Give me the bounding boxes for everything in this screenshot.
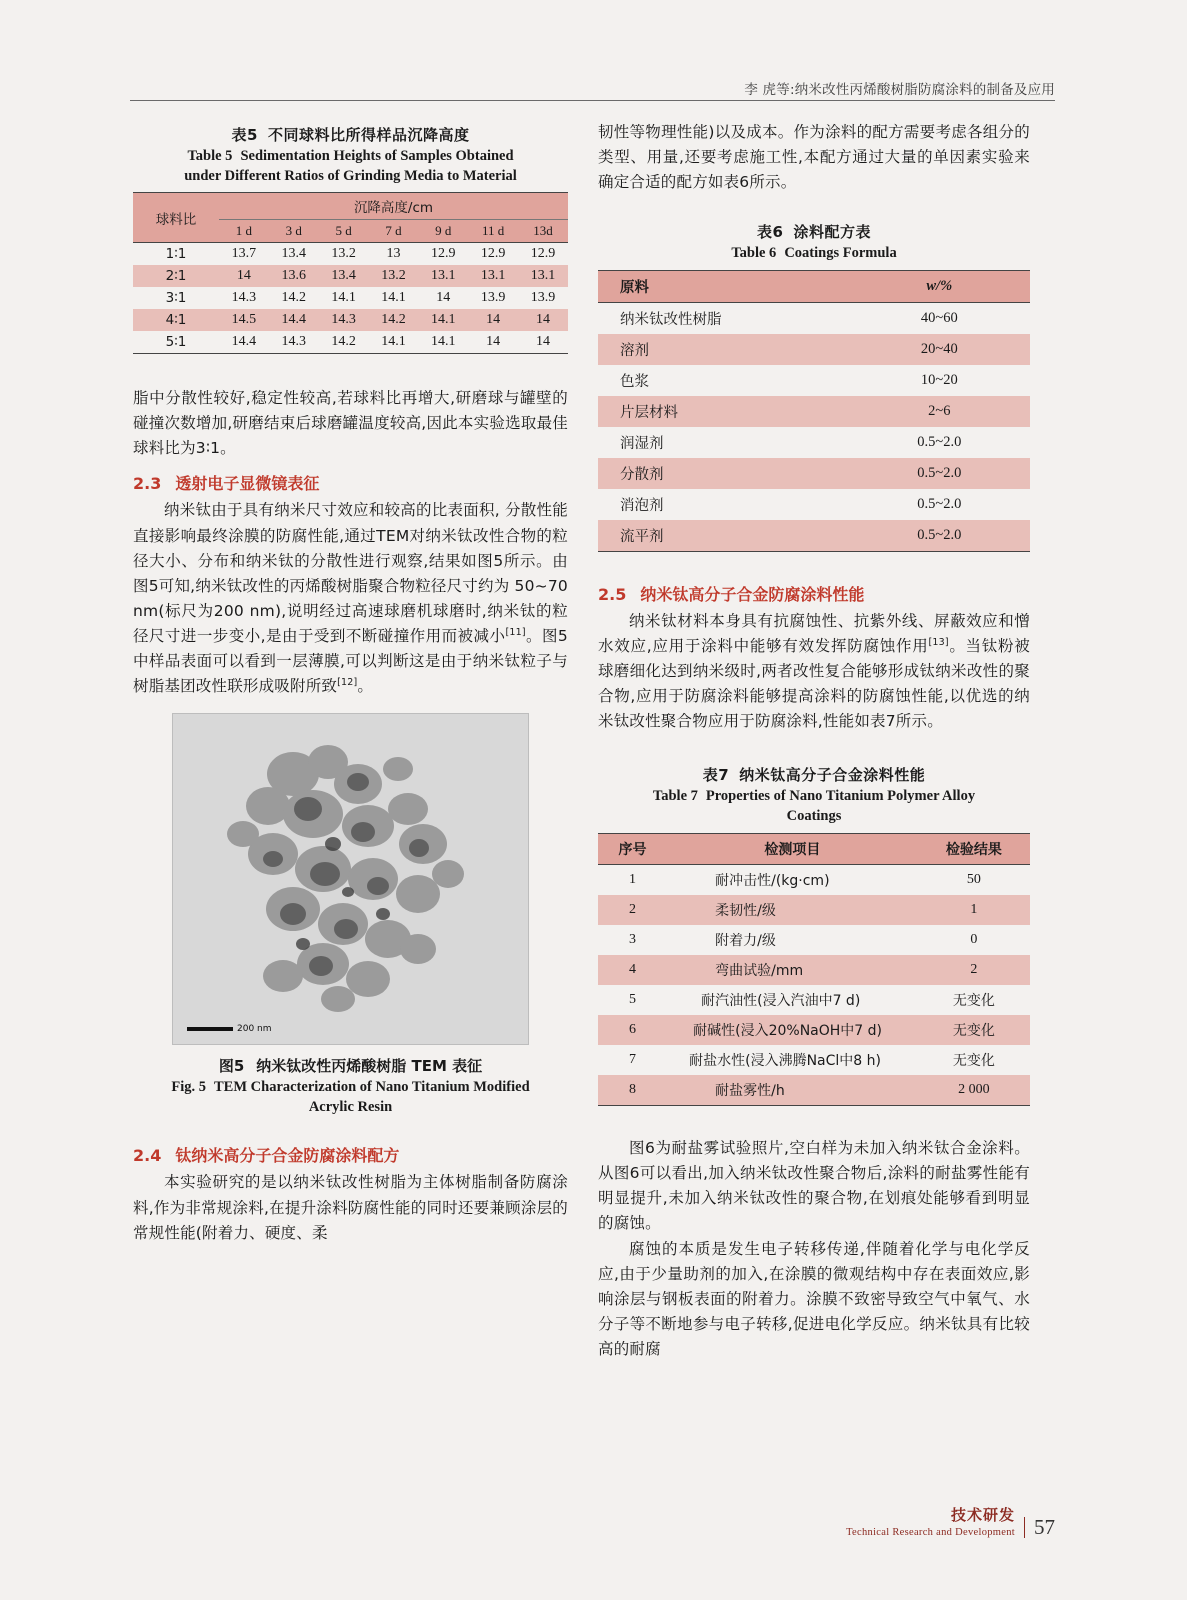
table5-subheader: 11 d: [482, 223, 505, 239]
table7-item: 耐汽油性(浸入汽油中7 d): [701, 992, 861, 1009]
table5-number-cn: 表5: [231, 126, 258, 144]
left-paragraph-2c: 。: [357, 677, 374, 696]
table7-result: 无变化: [952, 1053, 995, 1069]
table5-title-cn-text: 不同球料比所得样品沉降高度: [267, 126, 470, 144]
table5-cell: 12.9: [431, 246, 456, 262]
table5-title-en: [133, 147, 568, 186]
table-row: [133, 287, 568, 309]
table5-cell: 14.5: [231, 312, 257, 328]
table5-cell: 13.2: [331, 246, 356, 262]
table6-header-mass: w/%: [926, 277, 953, 294]
section-title: 透射电子显微镜表征: [175, 474, 320, 494]
table5-cell: 14: [536, 334, 551, 350]
footer-section-en: Technical Research and Development: [846, 1527, 1015, 1538]
table6-header-material: 原料: [620, 279, 649, 296]
table7-title-en: [598, 787, 1030, 826]
section-title: 纳米钛高分子合金防腐涂料性能: [640, 584, 865, 604]
table5-cell: 13.4: [331, 268, 356, 284]
right-paragraph-3: 图6为耐盐雾试验照片,空白样为未加入纳米钛合金涂料。从图6可以看出,加入纳米钛改性聚合物后,涂料的耐盐雾性能有明显提升,未加入纳米钛改性的聚合物,在划痕处能够看到明显的腐蚀。: [598, 1138, 1030, 1232]
table5-col-header: 球料比: [155, 211, 197, 228]
table7-result: 1: [970, 901, 978, 917]
table7-item: 耐盐雾性/h: [715, 1082, 785, 1099]
table5-cell: 13.1: [480, 268, 506, 284]
table6-value: 20~40: [920, 340, 958, 357]
table5-cell: 13.1: [530, 268, 556, 284]
section-number: 2.5: [598, 584, 627, 604]
left-paragraph-2a: 纳米钛由于具有纳米尺寸效应和较高的比表面积, 分散性能直接影响最终涂膜的防腐性能,通过TEM对纳米钛改性合物的粒径大小、分布和纳米钛的分散性进行观察,结果如图5所示。由图5可知,纳米钛改性的丙烯酸树脂聚合物粒径尺寸约为 50~70 nm(标尺为200 nm),说明经过高速球磨机球磨时,纳米钛的粒径尺寸进一步变小,是由于受到不断碰撞作用而被减小: [133, 501, 568, 645]
table5-cell: 14.2: [331, 334, 356, 350]
table7-no: 4: [629, 961, 637, 977]
table5-cell: 14: [486, 334, 501, 350]
table5-cell: 14.1: [431, 312, 456, 328]
table7-no: 2: [629, 901, 637, 917]
table7-no: 1: [629, 871, 637, 887]
figure-5-tem-image: [172, 713, 529, 1045]
table5-cell: 14.4: [281, 312, 307, 328]
table5-cell: 14: [436, 290, 451, 306]
table7-no: 8: [629, 1081, 637, 1097]
figure-5-number-cn: 图5: [218, 1057, 245, 1076]
scale-bar: [187, 1024, 272, 1034]
table7-item: 弯曲试验/mm: [715, 962, 804, 979]
table5-subheader: 13d: [533, 223, 553, 239]
table6-material: 纳米钛改性树脂: [620, 311, 722, 328]
table6-number-en: Table 6: [731, 245, 777, 262]
table7-item: 耐冲击性/(kg·cm): [715, 872, 830, 889]
table6-title-en-text: Coatings Formula: [784, 245, 897, 262]
table-row: [598, 427, 1030, 458]
table7-result: 2: [970, 961, 978, 977]
figure-5-caption-en-line1: TEM Characterization of Nano Titanium Modified: [214, 1079, 530, 1096]
table7-header-result: 检验结果: [945, 841, 1002, 858]
table5-row-label: 5∶1: [165, 334, 187, 351]
table5-subheader: 3 d: [285, 223, 302, 239]
figure-5-caption-cn: [133, 1055, 568, 1076]
table5-cell: 14.2: [381, 312, 406, 328]
table6-material: 色浆: [620, 373, 649, 390]
figure-5-caption-en: [133, 1078, 568, 1117]
table6-title-en: [598, 244, 1030, 264]
table6-value: 2~6: [928, 402, 951, 419]
table7-result: 无变化: [952, 993, 995, 1009]
table5-subheader: 1 d: [235, 223, 253, 239]
page-footer: [846, 1504, 1055, 1538]
table7-header-no: 序号: [618, 841, 647, 858]
left-column: [133, 120, 568, 1247]
table6-title-cn-text: 涂料配方表: [793, 223, 871, 242]
table6-material: 片层材料: [620, 404, 678, 421]
table5-row-label: 4∶1: [165, 312, 187, 329]
table7-no: 6: [629, 1021, 637, 1037]
table-row: [598, 1015, 1030, 1045]
right-paragraph-2: [598, 609, 1030, 735]
table7-item: 耐盐水性(浸入沸腾NaCl中8 h): [689, 1052, 881, 1069]
reference-13: [13]: [928, 636, 949, 648]
table7-result: 无变化: [952, 1023, 995, 1039]
table6-value: 0.5~2.0: [917, 433, 962, 450]
section-number: 2.3: [133, 474, 162, 494]
table5-subheader: 9 d: [435, 223, 452, 239]
table5-cell: 13.1: [431, 268, 456, 284]
table5-row-label: 1∶1: [165, 246, 187, 263]
table7-item: 耐碱性(浸入20%NaOH中7 d): [693, 1022, 882, 1039]
table5-cell: 13.4: [281, 246, 307, 262]
table-row: [133, 309, 568, 331]
table5-group-header: 沉降高度/cm: [219, 193, 568, 220]
table6: [598, 270, 1030, 552]
table5-cell: 14.1: [331, 290, 356, 306]
table5-cell: 14.1: [381, 334, 406, 350]
table7-result: 2 000: [958, 1081, 990, 1097]
table5-subheader: 5 d: [335, 223, 352, 239]
table-row: [598, 302, 1030, 334]
tem-micrograph: [173, 714, 528, 1044]
right-paragraph-2b: 。当钛粉被球磨细化达到纳米级时,两者改性复合能够形成钛纳米改性的聚合物,应用于防腐涂料能够提高涂料的防腐蚀性能,以优选的纳米钛改性聚合物应用于防腐涂料,性能如表7所示。: [598, 637, 1030, 731]
table-row: [598, 396, 1030, 427]
table6-header-row: [598, 270, 1030, 302]
table7-title-en-line1: Properties of Nano Titanium Polymer Alloy: [705, 788, 976, 805]
figure-5-caption-cn-text: 纳米钛改性丙烯酸树脂 TEM 表征: [256, 1057, 483, 1076]
right-paragraph-4: 腐蚀的本质是发生电子转移传递,伴随着化学与电化学反应,由于少量助剂的加入,在涂膜的微观结构中存在表面效应,影响涂层与钢板表面的附着力。涂膜不致密导致空气中氧气、水分子等不断地参与电子转移,促进电化学反应。纳米钛具有比较高的耐腐: [598, 1240, 1030, 1359]
table5-cell: 13.7: [231, 246, 257, 262]
table5-row-label: 3∶1: [165, 290, 187, 307]
table5-cell: 13.6: [281, 268, 307, 284]
table5-cell: 14: [236, 268, 251, 284]
table-row: [598, 955, 1030, 985]
table-row: [598, 520, 1030, 552]
footer-section-cn: 技术研发: [950, 1506, 1015, 1524]
table5-row-label: 2∶1: [165, 268, 187, 285]
table7-no: 7: [629, 1051, 637, 1067]
table7-title-cn: [598, 764, 1030, 785]
table-row: [133, 243, 568, 266]
table-row: [133, 331, 568, 354]
table5: [133, 192, 568, 354]
table6-material: 消泡剂: [620, 497, 664, 514]
table5-subheader: 7 d: [385, 223, 402, 239]
table-row: [598, 458, 1030, 489]
table7-no: 3: [629, 931, 637, 947]
table6-value: 10~20: [920, 371, 958, 388]
table7-title-cn-text: 纳米钛高分子合金涂料性能: [739, 766, 926, 785]
table5-cell: 12.9: [480, 246, 506, 262]
table5-cell: 14.1: [381, 290, 406, 306]
left-paragraph-2b: 。图5中样品表面可以看到一层薄膜,可以判断这是由于纳米钛粒子与树脂基团改性联形成吸附所致: [133, 627, 568, 696]
table7-item: 附着力/级: [715, 932, 776, 949]
table5-cell: 12.9: [530, 246, 556, 262]
right-column: [598, 120, 1030, 1364]
page-number: 57: [1024, 1517, 1055, 1538]
left-paragraph-1: 脂中分散性较好,稳定性较高,若球料比再增大,研磨球与罐壁的碰撞次数增加,研磨结束后球磨罐温度较高,因此本实验选取最佳球料比为3∶1。: [133, 389, 568, 458]
table5-cell: 14.3: [281, 334, 307, 350]
table5-title-en-line1: Sedimentation Heights of Samples Obtained: [240, 148, 514, 164]
table-row: [598, 985, 1030, 1015]
table7-no: 5: [629, 991, 637, 1007]
section-number: 2.4: [133, 1146, 162, 1166]
table5-title-en-line2: under Different Ratios of Grinding Media to Material: [184, 167, 517, 184]
table5-cell: 13: [386, 246, 401, 262]
table-row: [133, 265, 568, 287]
table5-cell: 14.3: [331, 312, 356, 328]
left-paragraph-3: 本实验研究的是以纳米钛改性树脂为主体树脂制备防腐涂料,作为非常规涂料,在提升涂料防腐性能的同时还要兼顾涂层的常规性能(附着力、硬度、柔: [133, 1173, 568, 1242]
table5-cell: 14: [536, 312, 551, 328]
table5-cell: 14.3: [231, 290, 257, 306]
left-paragraph-2: [133, 498, 568, 699]
table7-result: 50: [966, 871, 981, 887]
table7-result: 0: [970, 931, 978, 947]
table5-cell: 13.9: [480, 290, 506, 306]
reference-12: [12]: [337, 677, 358, 689]
right-paragraph-1: 韧性等物理性能)以及成本。作为涂料的配方需要考虑各组分的类型、用量,还要考虑施工性,本配方通过大量的单因素实验来确定合适的配方如表6所示。: [598, 123, 1030, 192]
section-heading-2-3: [133, 471, 568, 494]
header-divider: [130, 100, 1055, 101]
section-title: 钛纳米高分子合金防腐涂料配方: [175, 1146, 400, 1166]
table7-number-en: Table 7: [652, 788, 698, 805]
table5-cell: 14.1: [431, 334, 456, 350]
table-row: [598, 489, 1030, 520]
table-row: [598, 365, 1030, 396]
table7-header-item: 检测项目: [764, 841, 821, 858]
table5-cell: 13.9: [530, 290, 556, 306]
table6-material: 润湿剂: [620, 435, 664, 452]
table7-title-en-line2: Coatings: [786, 808, 842, 824]
table-row: [598, 925, 1030, 955]
table-row: [598, 1045, 1030, 1075]
table6-material: 溶剂: [620, 342, 649, 359]
table-row: [598, 864, 1030, 895]
table5-cell: 13.2: [381, 268, 406, 284]
running-header: 李 虎等:纳米改性丙烯酸树脂防腐涂料的制备及应用: [744, 82, 1055, 98]
table6-value: 0.5~2.0: [917, 464, 962, 481]
reference-11: [11]: [505, 626, 526, 638]
section-heading-2-4: [133, 1143, 568, 1166]
table5-header-row: [133, 193, 568, 220]
table6-number-cn: 表6: [757, 223, 784, 242]
table7-header-row: [598, 833, 1030, 864]
table-row: [598, 895, 1030, 925]
table6-value: 0.5~2.0: [917, 526, 962, 543]
table5-cell: 14.4: [231, 334, 257, 350]
table5-number-en: Table 5: [187, 148, 233, 164]
table7-item: 柔韧性/级: [715, 902, 776, 919]
table7: [598, 833, 1030, 1106]
scale-bar-line: [187, 1027, 233, 1031]
table6-title-cn: [598, 221, 1030, 242]
right-paragraph-2a: 纳米钛材料本身具有抗腐蚀性、抗紫外线、屏蔽效应和憎水效应,应用于涂料中能够有效发挥防腐蚀作用: [598, 611, 1030, 655]
table6-value: 0.5~2.0: [917, 495, 962, 512]
table6-value: 40~60: [920, 309, 958, 326]
table5-cell: 14.2: [281, 290, 307, 306]
table-row: [598, 1075, 1030, 1106]
table5-cell: 14: [486, 312, 501, 328]
figure-5-number-en: Fig. 5: [171, 1079, 206, 1096]
table-row: [598, 334, 1030, 365]
figure-5-caption-en-line2: Acrylic Resin: [308, 1098, 393, 1115]
table7-number-cn: 表7: [702, 766, 730, 785]
table6-material: 分散剂: [620, 466, 664, 483]
table5-title-cn: [133, 124, 568, 145]
section-heading-2-5: [598, 582, 1030, 605]
table6-material: 流平剂: [620, 528, 664, 545]
scale-bar-label: 200 nm: [237, 1024, 272, 1035]
